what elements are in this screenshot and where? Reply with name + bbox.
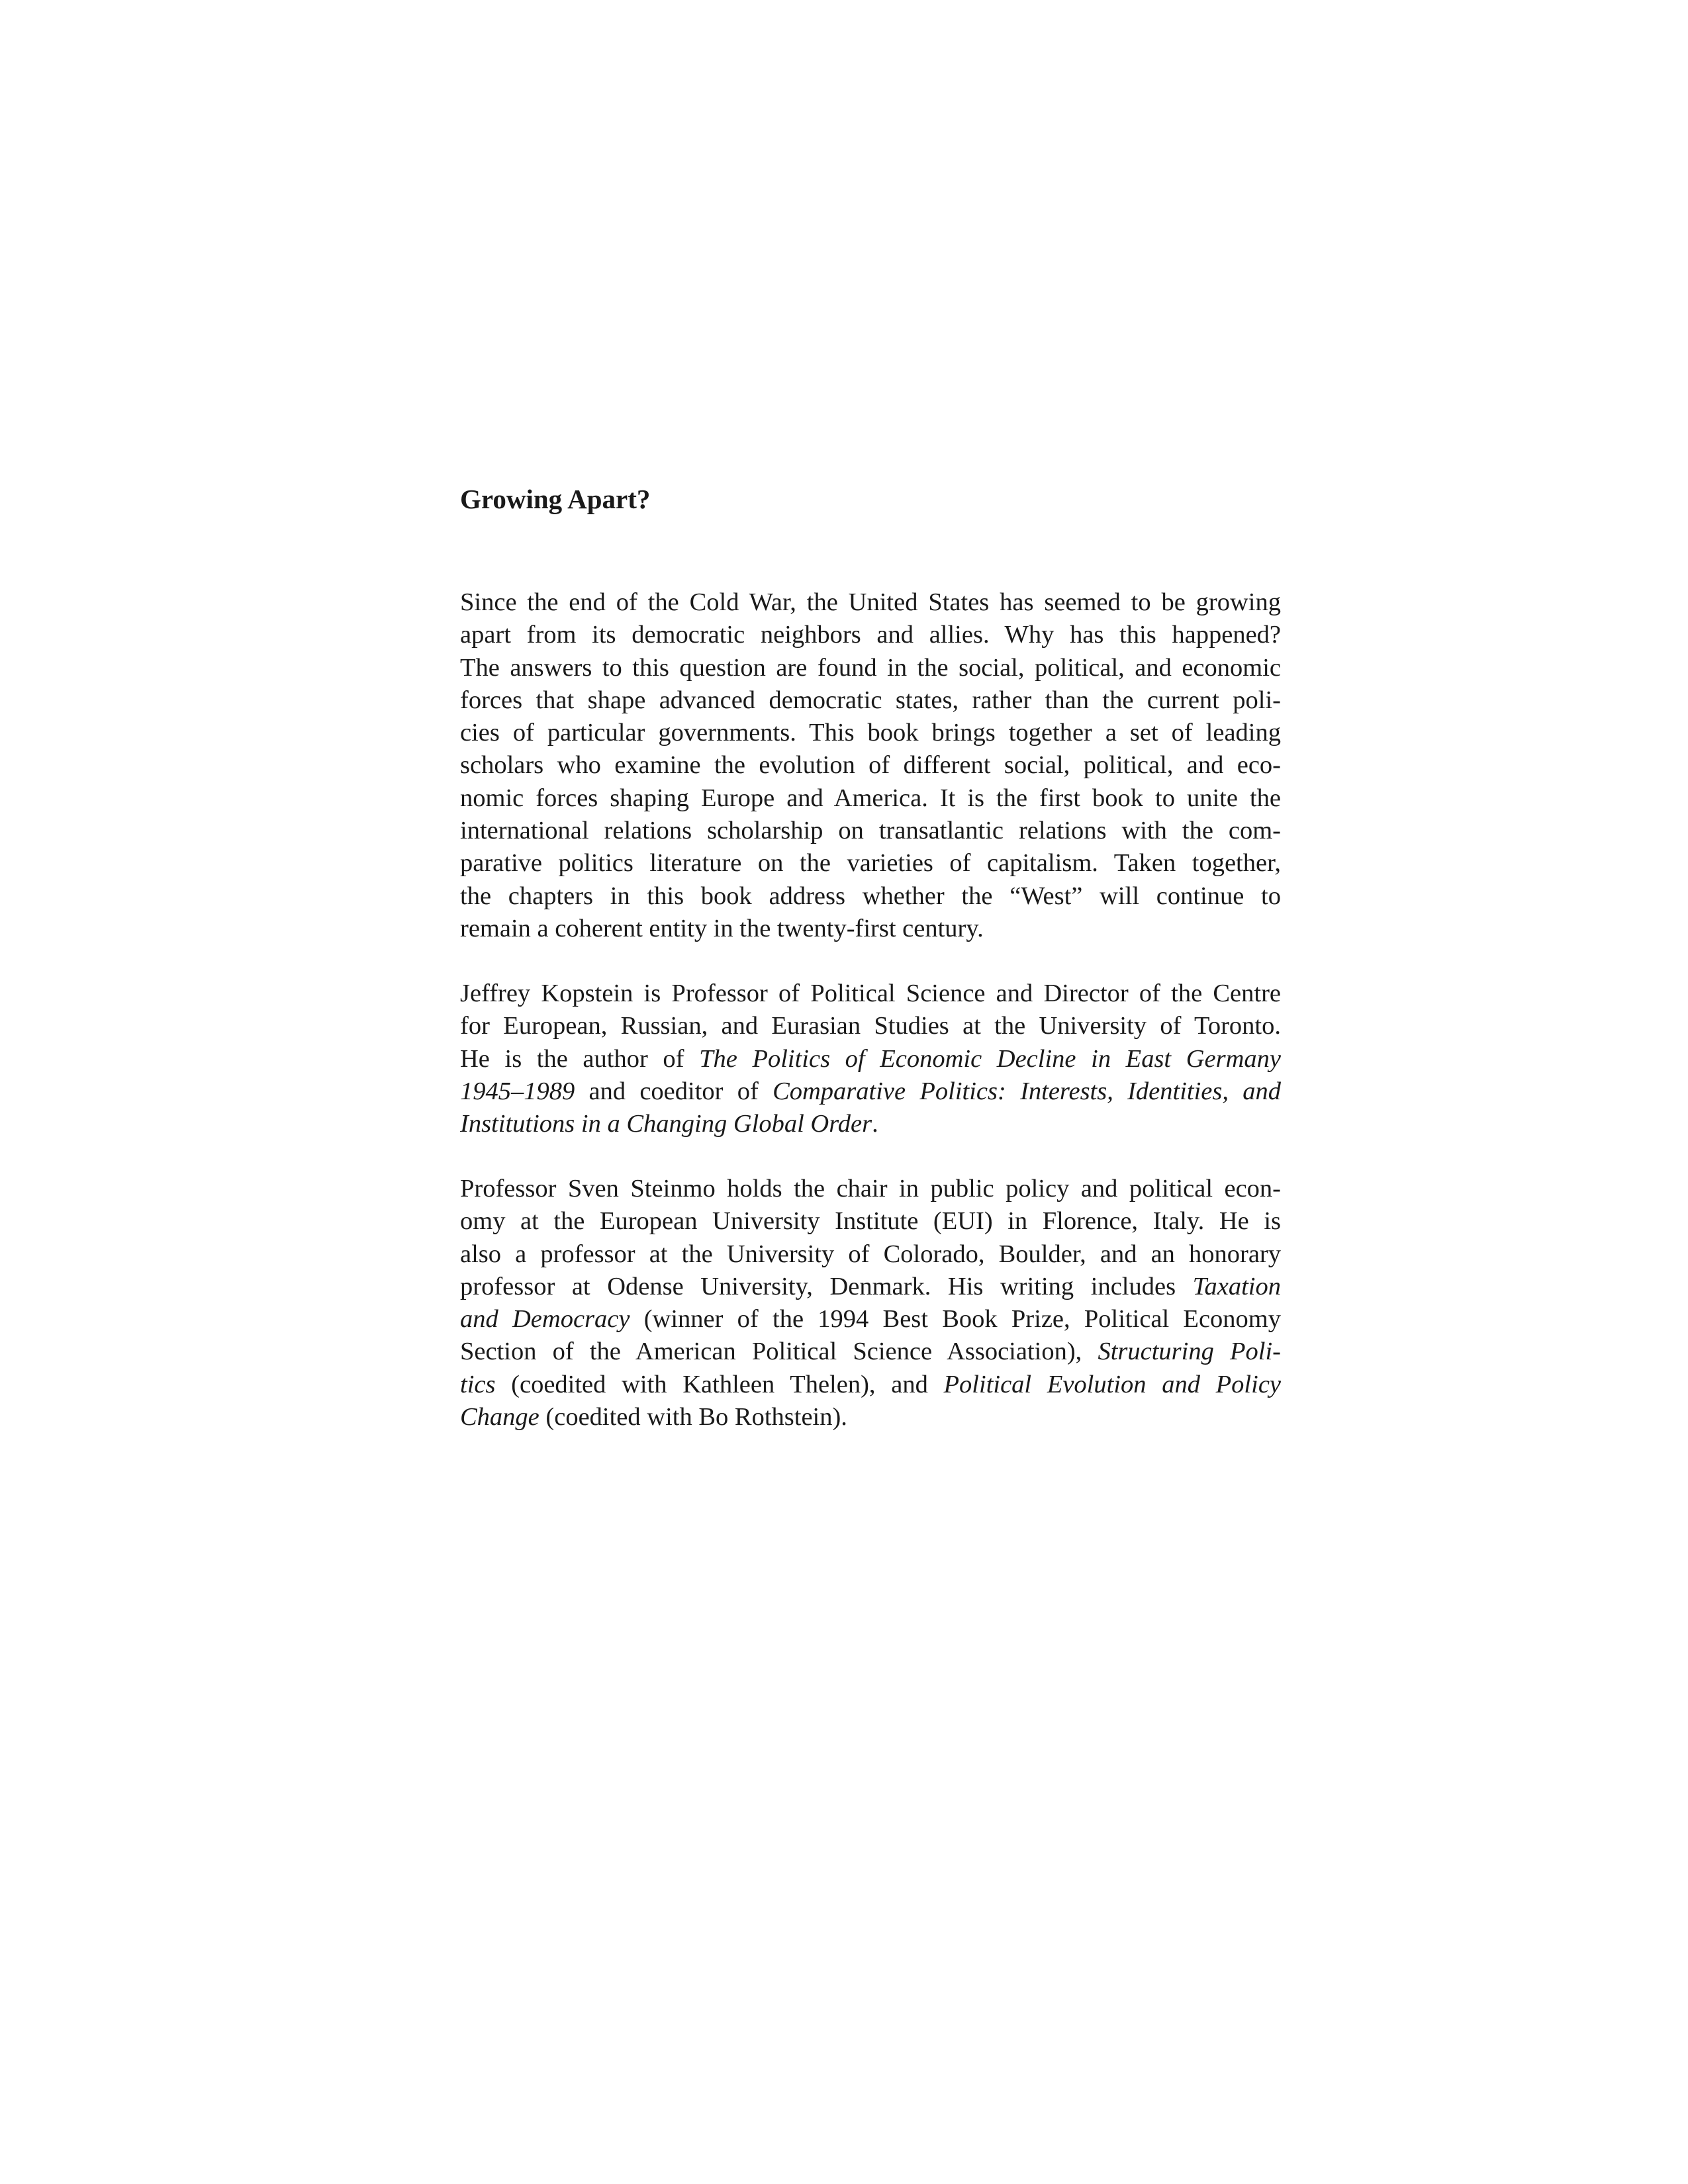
bio-line: also a professor at the University of Colorado, Boulder, and an honorary [460, 1240, 1281, 1268]
book-title-italic: Taxation [1192, 1272, 1281, 1300]
description-line: remain a coherent entity in the twenty-first century. [460, 914, 984, 942]
bio-line [460, 1401, 1281, 1433]
description-line: apart from its democratic neighbors and allies. Why has this happened? [460, 621, 1281, 649]
bio-line: Jeffrey Kopstein is Professor of Political Science and Director of the Centre [460, 979, 1281, 1007]
description-line: international relations scholarship on transatlantic relations with the com- [460, 817, 1281, 845]
book-title: Growing Apart? [460, 484, 651, 514]
bio-line [460, 1336, 1281, 1368]
bio-text: He is the author of [460, 1044, 700, 1073]
bio-line: for European, Russian, and Eurasian Studies at the University of Toronto. [460, 1012, 1281, 1040]
description-line: the chapters in this book address whether the “West” will continue to [460, 882, 1281, 910]
bio-text: Section of the American Political Science Association), [460, 1338, 1098, 1366]
book-title-italic: Political Evolution and Policy [943, 1370, 1281, 1398]
description-line: The answers to this question are found in the social, political, and economic [460, 653, 1281, 682]
description-line: nomic forces shaping Europe and America. It is the first book to unite the [460, 784, 1281, 812]
bio-line [460, 1108, 1281, 1140]
bio-text: . [872, 1110, 878, 1138]
bio-line: omy at the European University Institute (EUI) in Florence, Italy. He is [460, 1207, 1281, 1236]
steinmo-bio [460, 1173, 1281, 1433]
book-title-italic: and Democracy [460, 1305, 630, 1334]
book-title-italic: The Politics of Economic Decline in East Germany [699, 1044, 1281, 1073]
bio-text: (coedited with Kathleen Thelen), and [495, 1370, 944, 1398]
bio-text: (winner of the 1994 Best Book Prize, Political Economy [630, 1305, 1281, 1334]
book-title-italic: Comparative Politics: Interests, Identities, and [773, 1077, 1281, 1105]
bio-line [460, 1303, 1281, 1336]
bio-text: (coedited with Bo Rothstein). [539, 1403, 847, 1432]
description-line: forces that shape advanced democratic states, rather than the current poli- [460, 686, 1281, 714]
bio-line [460, 1271, 1281, 1303]
description-line: scholars who examine the evolution of different social, political, and eco- [460, 751, 1281, 780]
book-title-italic: tics [460, 1370, 496, 1398]
book-title-italic: Institutions in a Changing Global Order [460, 1110, 872, 1138]
bio-text: professor at Odense University, Denmark. His writing includes [460, 1272, 1193, 1300]
bio-line [460, 1075, 1281, 1108]
description-line: parative politics literature on the varieties of capitalism. Taken together, [460, 849, 1281, 878]
book-description [460, 586, 1281, 945]
bio-line: Professor Sven Steinmo holds the chair in public policy and political econ- [460, 1175, 1281, 1203]
description-line: Since the end of the Cold War, the United States has seemed to be growing [460, 588, 1281, 616]
book-title-italic: Change [460, 1403, 539, 1432]
bio-line [460, 1043, 1281, 1075]
book-title-italic: Structuring Poli- [1098, 1338, 1281, 1366]
kopstein-bio [460, 978, 1281, 1140]
bio-line [460, 1369, 1281, 1401]
bio-text: and coeditor of [575, 1077, 773, 1105]
description-line: cies of particular governments. This book brings together a set of leading [460, 719, 1281, 747]
book-title-italic: 1945–1989 [460, 1077, 575, 1105]
